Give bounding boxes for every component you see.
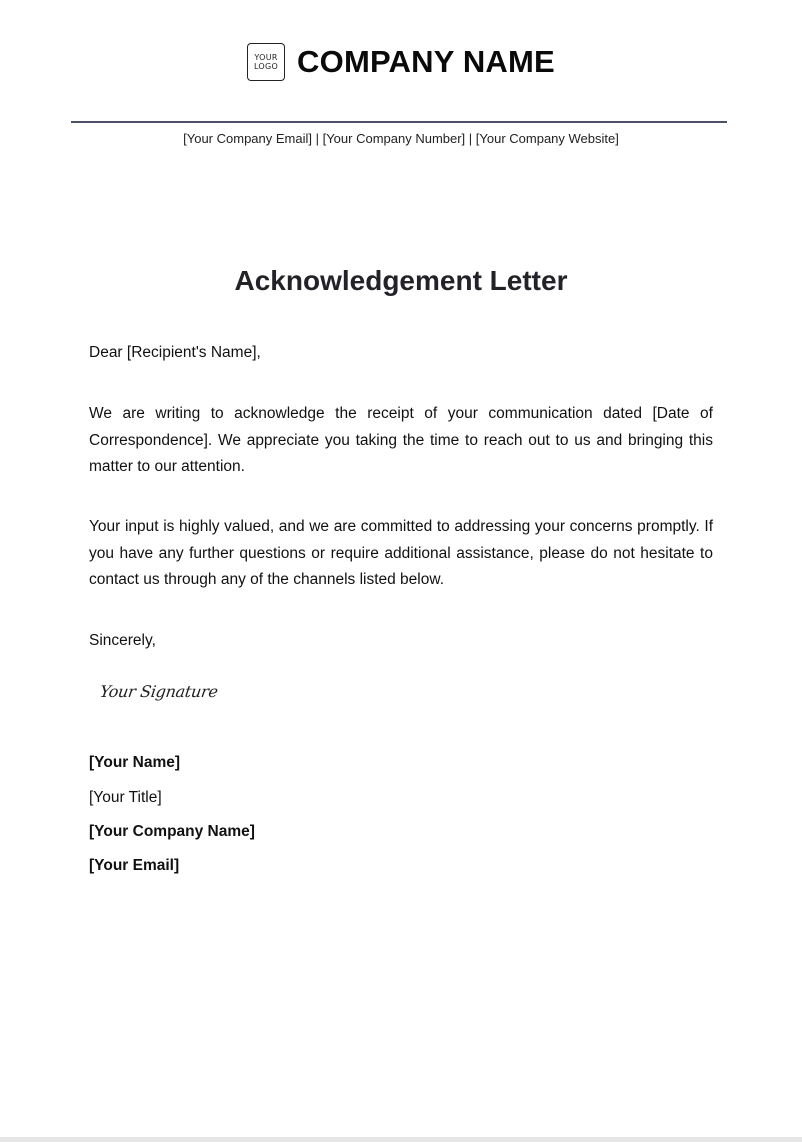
signature: Your Signature [98, 682, 220, 701]
company-logo [247, 43, 285, 81]
logo-text-line1: YOUR [254, 53, 278, 62]
closing: Sincerely, [89, 632, 156, 649]
sender-company: [Your Company Name] [89, 823, 255, 840]
body-paragraph-1: We are writing to acknowledge the receipt of your communication dated [Date of Correspondence]. We appreciate you taking the time to reach out to us and bringing this matter to our attention. [89, 405, 713, 475]
body-paragraph-2: Your input is highly valued, and we are committed to addressing your concerns promptly. If you have any further questions or require additional assistance, please do not hesitate to contact us through any of the channels listed below. [89, 518, 713, 588]
page-bottom-edge [0, 1137, 802, 1142]
sender-title: [Your Title] [89, 789, 162, 806]
letter-title: Acknowledgement Letter [234, 265, 568, 296]
salutation: Dear [Recipient's Name], [89, 344, 261, 361]
company-contact-line: [Your Company Email] | [Your Company Number] | [Your Company Website] [183, 131, 619, 146]
letterhead [0, 43, 802, 81]
logo-text-line2: LOGO [253, 62, 279, 71]
header-divider [71, 121, 727, 123]
sender-email: [Your Email] [89, 857, 180, 874]
company-name: COMPANY NAME [297, 44, 555, 79]
sender-name: [Your Name] [89, 754, 181, 771]
